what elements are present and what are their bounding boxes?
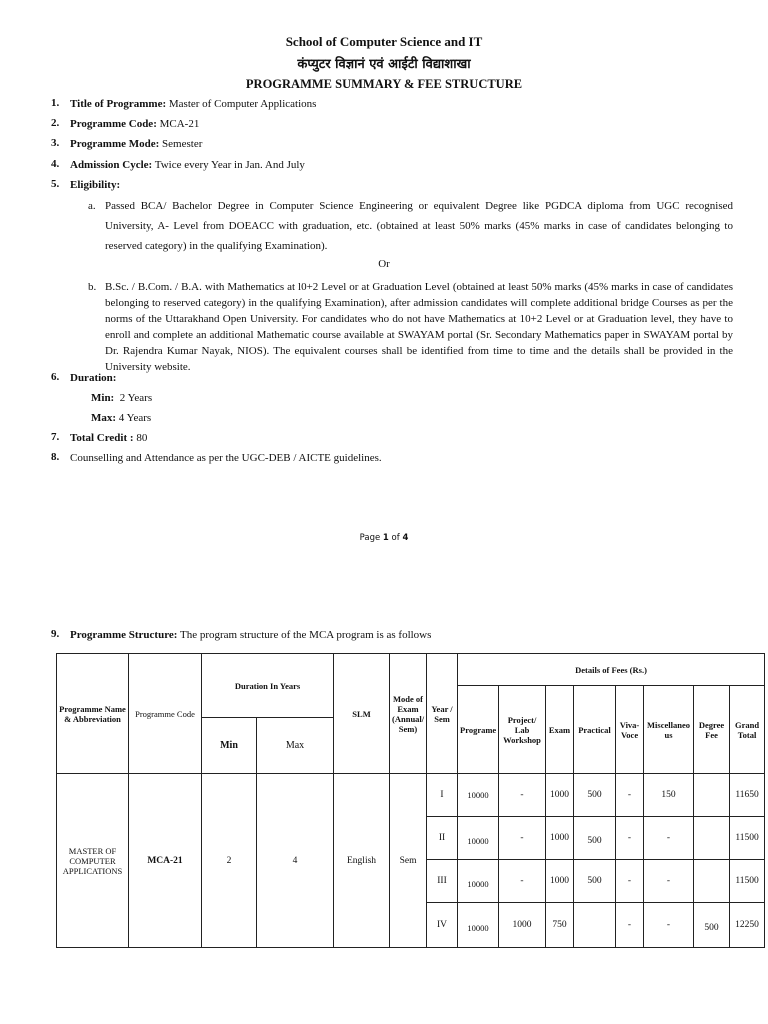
eligibility-b-marker: b. xyxy=(88,281,97,293)
grand-total-cell: 11500 xyxy=(730,860,765,903)
counselling-text: Counselling and Attendance as per the UGC-DEB / AICTE guidelines. xyxy=(70,452,382,464)
practical-fee-cell: 500 xyxy=(574,774,616,817)
duration-min-value: 2 Years xyxy=(119,392,153,404)
header-programme-name: Programme Name & Abbreviation xyxy=(57,654,129,774)
exam-fee-cell: 1000 xyxy=(546,817,574,860)
programme-name-cell: MASTER OF COMPUTER APPLICATIONS xyxy=(57,774,129,948)
viva-fee-cell: - xyxy=(616,774,644,817)
programe-fee-cell: 10000 xyxy=(458,774,499,817)
fee-structure-table xyxy=(56,653,765,948)
header-max: Max xyxy=(257,718,334,774)
page-number: Page 1 of 4 xyxy=(359,533,409,543)
header-exam: Exam xyxy=(546,686,574,774)
item-label: Admission Cycle: xyxy=(70,159,153,171)
item-number: 3. xyxy=(51,137,60,149)
table-row xyxy=(57,774,765,817)
max-years-cell: 4 xyxy=(257,774,334,948)
degree-fee-cell xyxy=(694,774,730,817)
programe-fee-cell: 10000 xyxy=(458,903,499,948)
viva-fee-cell: - xyxy=(616,860,644,903)
header-duration: Duration In Years xyxy=(202,654,334,718)
header-slm: SLM xyxy=(334,654,390,774)
misc-fee-cell: - xyxy=(644,860,694,903)
school-name-hindi: कंप्युटर विज्ञानं एवं आईटी विद्याशाखा xyxy=(297,57,471,72)
eligibility-a-text: Passed BCA/ Bachelor Degree in Computer Science Engineering or equivalent Degree like PGDCA diploma from UGC recognised University, A- Level from DOEACC with graduation, etc. (obtained at least 50% marks (45% marks in case of candidates belonging to reserved category) in the qualifying Examination). xyxy=(105,200,733,252)
document-title: PROGRAMME SUMMARY & FEE STRUCTURE xyxy=(245,77,523,91)
item-number: 8. xyxy=(51,451,60,463)
item-label: Programme Mode: xyxy=(70,138,160,150)
duration-min-label: Min: xyxy=(91,392,115,404)
duration-label: Duration: xyxy=(70,372,117,384)
min-years-cell: 2 xyxy=(202,774,257,948)
item-number: 1. xyxy=(51,97,60,109)
degree-fee-cell xyxy=(694,860,730,903)
degree-fee-cell: 500 xyxy=(694,903,730,948)
grand-total-cell: 12250 xyxy=(730,903,765,948)
item-number: 7. xyxy=(51,431,60,443)
practical-fee-cell: 500 xyxy=(574,817,616,860)
eligibility-a-marker: a. xyxy=(88,200,96,212)
header-project: Project/ Lab Workshop xyxy=(499,686,546,774)
grand-total-cell: 11650 xyxy=(730,774,765,817)
exam-fee-cell: 750 xyxy=(546,903,574,948)
structure-label: Programme Structure: xyxy=(70,629,178,641)
item-number: 4. xyxy=(51,158,60,170)
header-programe: Programe xyxy=(458,686,499,774)
header-degree-fee: Degree Fee xyxy=(694,686,730,774)
total-credit-value: 80 xyxy=(136,432,148,444)
sem-cell: III xyxy=(427,860,458,903)
item-label: Title of Programme: xyxy=(70,98,167,110)
school-name: School of Computer Science and IT xyxy=(285,34,483,49)
sem-cell: IV xyxy=(427,903,458,948)
header-viva-voce: Viva-Voce xyxy=(616,686,644,774)
item-number: 6. xyxy=(51,371,60,383)
item-value: Semester xyxy=(162,138,203,150)
header-min: Min xyxy=(202,718,257,774)
header-programme-code: Programme Code xyxy=(129,654,202,774)
header-miscellaneous: Miscellaneous xyxy=(644,686,694,774)
item-value: MCA-21 xyxy=(159,118,200,130)
eligibility-or: Or xyxy=(378,258,390,270)
item-value: Master of Computer Applications xyxy=(168,98,317,110)
project-fee-cell: - xyxy=(499,774,546,817)
practical-fee-cell xyxy=(574,903,616,948)
misc-fee-cell: - xyxy=(644,903,694,948)
mode-cell: Sem xyxy=(390,774,427,948)
sem-cell: I xyxy=(427,774,458,817)
duration-max-label: Max: xyxy=(91,412,117,424)
degree-fee-cell xyxy=(694,817,730,860)
viva-fee-cell: - xyxy=(616,817,644,860)
programme-code-cell: MCA-21 xyxy=(129,774,202,948)
item-number: 5. xyxy=(51,178,60,190)
item-label: Eligibility: xyxy=(70,179,121,191)
sem-cell: II xyxy=(427,817,458,860)
viva-fee-cell: - xyxy=(616,903,644,948)
header-details-of-fees: Details of Fees (Rs.) xyxy=(458,654,765,686)
header-practical: Practical xyxy=(574,686,616,774)
item-number: 2. xyxy=(51,117,60,129)
structure-text: The program structure of the MCA program is as follows xyxy=(179,629,432,641)
header-mode-of-exam: Mode of Exam (Annual/ Sem) xyxy=(390,654,427,774)
grand-total-cell: 11500 xyxy=(730,817,765,860)
programe-fee-cell: 10000 xyxy=(458,860,499,903)
item-label: Programme Code: xyxy=(70,118,157,130)
item-value: Twice every Year in Jan. And July xyxy=(154,159,305,171)
misc-fee-cell: - xyxy=(644,817,694,860)
programe-fee-cell: 10000 xyxy=(458,817,499,860)
project-fee-cell: - xyxy=(499,817,546,860)
project-fee-cell: 1000 xyxy=(499,903,546,948)
project-fee-cell: - xyxy=(499,860,546,903)
practical-fee-cell: 500 xyxy=(574,860,616,903)
eligibility-b-text: B.Sc. / B.Com. / B.A. with Mathematics at l0+2 Level or at Graduation Level (obtained at least 50% marks (45% marks in case of candidates belonging to reserved category) in the qualifying Examination), after admission candidates will complete additional bridge Courses as per the norms of the Uttarakhand Open University. For candidates who do not have Mathematics at 10+2 Level or at Graduation level, they have to enroll and complete an additional Mathematic course available at SWAYAM portal (Sr. Secondary Mathematics paper in SWAYAM portal by Dr. Rajendra Kumar Nayak, NIOS). The equivalent courses shall be identified from time to time and the details shall be provided in the University website. xyxy=(105,281,733,373)
exam-fee-cell: 1000 xyxy=(546,774,574,817)
slm-cell: English xyxy=(334,774,390,948)
item-number: 9. xyxy=(51,628,60,640)
header-year-sem: Year / Sem xyxy=(427,654,458,774)
exam-fee-cell: 1000 xyxy=(546,860,574,903)
misc-fee-cell: 150 xyxy=(644,774,694,817)
header-grand-total: Grand Total xyxy=(730,686,765,774)
duration-max-value: 4 Years xyxy=(118,412,152,424)
total-credit-label: Total Credit : xyxy=(70,432,134,444)
